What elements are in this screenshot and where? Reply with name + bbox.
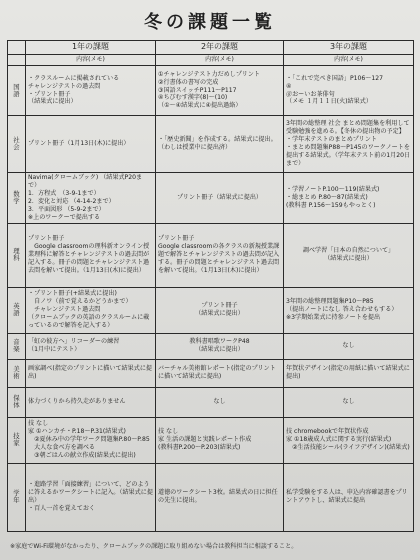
assignment-table [7, 40, 414, 532]
subject-label: 理 科 [8, 223, 26, 287]
cell-grade2: ①チャレンジテスト力だめしプリント ②行書体の書写の完成 ③国語スイッチP111〜P117 ④ちびむす漢字(8)〜(10) （①〜④結果式に④提出過絡） [156, 66, 284, 116]
subject-label: 保 体 [8, 387, 26, 417]
row-science [8, 223, 414, 287]
cell-grade3: なし [284, 387, 414, 417]
cell-grade1: プリント冊子（1月13日(木)に提出） [26, 116, 156, 173]
cell-grade1: 技 なし 家 ①ハンカチ・P.18〜P.31(結果式) ②夏休み中の学年ワーク問題集P.80〜P.85 大人な食べ方を調べる ③朝ごはんの献立作成(結果式に提出) [26, 417, 156, 463]
row-tech-home [8, 417, 414, 463]
cell-grade2: プリント冊子（結果式に提出） [156, 173, 284, 224]
cell-grade3: 調べ学習「日本の自然について」 （結果式に提出） [284, 223, 414, 287]
cell-grade3: 私学受験をする人は、申込内容確認書をプリントアウトし、結果式に提出 [284, 463, 414, 531]
cell-grade2: 道徳のワークシート3枚。結果式の日に担任の先生に提出。 [156, 463, 284, 531]
cell-grade2: なし [156, 387, 284, 417]
cell-grade1: Navima(クロームブック) （結果式P20まで） 1．方程式 （3-9-1まで） 2．変化と対応 （4-14-2まで） 3．平面図形 （5-9-2まで） ※上のワークーで提出する [26, 173, 156, 224]
subject-label: 学 年 [8, 463, 26, 531]
cell-grade3: 年賀状デザイン(指定の用紙に描いて結果式に提出) [284, 359, 414, 387]
grade-1-header: 1年の課題 [26, 41, 156, 55]
grade-2-header: 2年の課題 [156, 41, 284, 55]
subject-label: 国 語 [8, 66, 26, 116]
grade-1-subheader: 内容(メモ) [26, 55, 156, 66]
row-pe [8, 387, 414, 417]
subject-label: 美 術 [8, 359, 26, 387]
footer-note: ※家庭でWi-Fi環境がなかったり、クロームブックの課題に取り組めない場合は教科担当に相談すること。 [10, 543, 298, 550]
subject-label: 音 楽 [8, 333, 26, 359]
grade-header-row [8, 41, 414, 55]
corner-cell-2 [8, 55, 26, 66]
cell-grade1: 画家調べ(指定のプリントに描いて結果式に提出) [26, 359, 156, 387]
cell-grade3: ・「これで完ぺき国語」P106〜127 ④ ＠おーいお茶俳句 （メモ １月１１日(火)結果式） [284, 66, 414, 116]
cell-grade2: 教科書唱歌ワークP48 （結果式に提出） [156, 333, 284, 359]
row-english [8, 287, 414, 333]
cell-grade3: 3年間の総整理問題集P10〜P85 （提出ノートになし 答え合わせもする） ※3学期始業式に持参ノートを提出 [284, 287, 414, 333]
cell-grade3: なし [284, 333, 414, 359]
row-social [8, 116, 414, 173]
cell-grade2: バーチャル美術館レポート(指定のプリントに描いて結果式に提出) [156, 359, 284, 387]
subheader-row [8, 55, 414, 66]
cell-grade1: 「虹の彼方へ」リコーダーの練習 （1月中にテスト） [26, 333, 156, 359]
cell-grade1: プリント冊子 Google classroomの理科新オンライン授業理科に解答とチャレンジテストの過去問が記入する。冊子の問題とチャレンジテスト過去問を解いて提出。（1月13日(木)に提出） [26, 223, 156, 287]
row-grade-wide [8, 463, 414, 531]
grade-3-subheader: 内容(メモ) [284, 55, 414, 66]
cell-grade1: ・クラスルームに掲載されている チャレンジテストの過去問 ・プリント冊子 （結果式に提出） [26, 66, 156, 116]
cell-grade2: プリント冊子 （結果式に提出） [156, 287, 284, 333]
row-math [8, 173, 414, 224]
row-music [8, 333, 414, 359]
cell-grade2: プリント冊子 Google classroomの各クラスの新規授業課題で解答とチャレンジテストの過去問が記入する。冊子の問題とチャレンジテスト過去問を解いて提出。（1月13日(木)に提出） [156, 223, 284, 287]
grade-2-subheader: 内容(メモ) [156, 55, 284, 66]
row-japanese [8, 66, 414, 116]
cell-grade3: ・学習ノートP.100〜119(結果式) ・総まとめ P.80〜87(結果式) (教科書 P.156〜159もやっとく) [284, 173, 414, 224]
cell-grade1: ・プリント冊子(+結果式に提出) 自ノワ（前で覚えるかどうかまで） チャレンジテスト過去問 （クロームブックの英語のクラスルームに載っているので解答を記入する） [26, 287, 156, 333]
corner-cell [8, 41, 26, 55]
subject-label: 社 会 [8, 116, 26, 173]
cell-grade3: 技 chromebookで年賀状作成 家 ①18歳成人式に関する実行(結果式) ②生活技能シール(ライフデザイン)(結果式) [284, 417, 414, 463]
page-title: 冬の課題一覧 [144, 12, 276, 33]
cell-grade3: 3年間の総整理 社会 まとめ問題集を利用して受験勉強を進める。【冬休の提出物の予定】 ・学年末テストのまとめプリント ・まとめ問題集P88〜P145のワークノートを 提出する結果式。（学年末テスト前の1月20日まで） [284, 116, 414, 173]
subject-label: 英 語 [8, 287, 26, 333]
subject-label: 数 学 [8, 173, 26, 224]
cell-grade1: ・進路学習「面接練習」について、どのように答えるかワークシートに記入。（結果式に提出） ・百人一首を覚えておく [26, 463, 156, 531]
cell-grade1: 体力づくりから持久走がありません [26, 387, 156, 417]
cell-grade2: ・「歴史新聞」を作成する。結果式に提出。 （わしは授業中に提出済） [156, 116, 284, 173]
cell-grade2: 技 なし 家 生活の課題と実践レポート作成 (教科書P.200〜P.203(結果式) [156, 417, 284, 463]
subject-label: 技 家 [8, 417, 26, 463]
row-art [8, 359, 414, 387]
grade-3-header: 3年の課題 [284, 41, 414, 55]
